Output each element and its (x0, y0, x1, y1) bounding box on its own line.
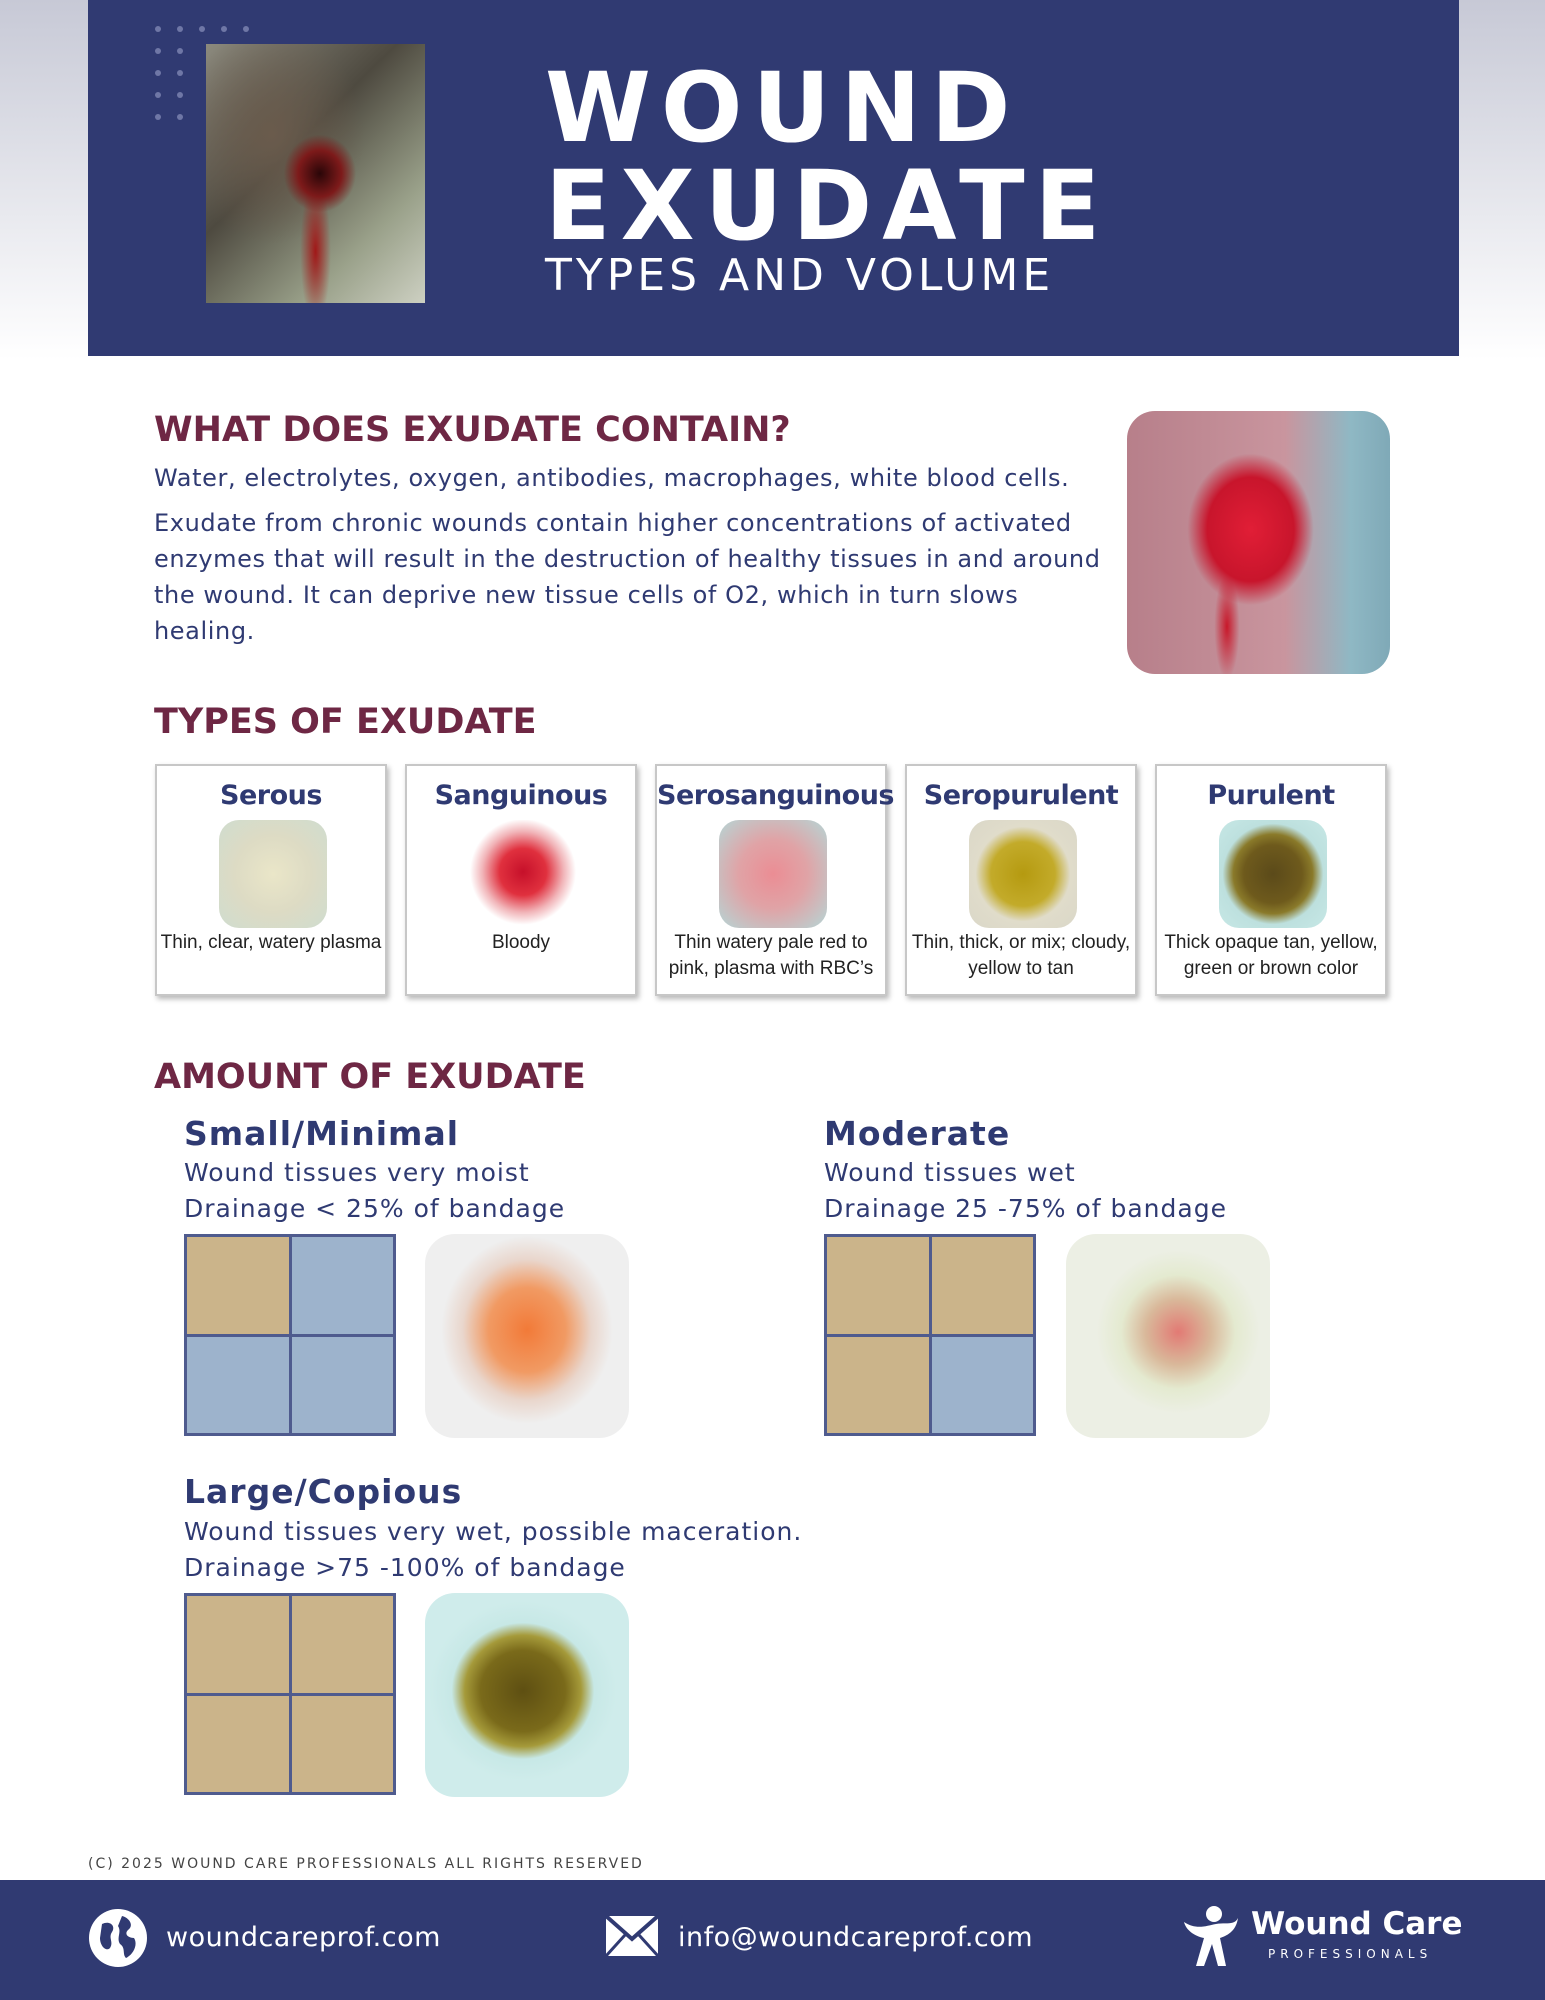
amount-small-title: Small/Minimal (184, 1114, 460, 1153)
chronic-wound-photo (1127, 411, 1390, 674)
amount-large-title: Large/Copious (184, 1472, 463, 1511)
type-card-seropurulent (905, 764, 1137, 996)
seropurulent-photo (969, 820, 1077, 928)
title-line-2: EXUDATE (545, 150, 1111, 262)
envelope-icon (605, 1915, 659, 1957)
purulent-photo (1219, 820, 1327, 928)
bandage-grid-large (184, 1593, 396, 1795)
type-card-serous (155, 764, 387, 996)
type-desc: Thick opaque tan, yellow, green or brown color (1164, 932, 1378, 979)
type-name: Serosanguinous (657, 780, 895, 811)
type-desc: Bloody (491, 932, 551, 953)
amount-moderate-line1: Wound tissues wet (824, 1158, 1076, 1187)
quadrant-empty (932, 1337, 1034, 1434)
brand-subtitle: PROFESSIONALS (1268, 1947, 1433, 1961)
type-desc: Thin, clear, watery plasma (160, 932, 382, 953)
type-name: Serous (220, 780, 322, 811)
amount-heading: AMOUNT OF EXUDATE (154, 1057, 586, 1097)
subtitle: TYPES AND VOLUME (545, 250, 1055, 301)
type-desc: Thin watery pale red to pink, plasma with RBC’s (668, 932, 874, 979)
sanguinous-photo (469, 820, 577, 928)
types-heading: TYPES OF EXUDATE (154, 702, 537, 742)
quadrant-filled (292, 1596, 394, 1693)
quadrant-filled (187, 1237, 289, 1334)
serosanguinous-photo (719, 820, 827, 928)
email-link[interactable]: info@woundcareprof.com (678, 1922, 1034, 1953)
amount-large-line1: Wound tissues very wet, possible maceration. (184, 1517, 803, 1546)
brand-name: Wound Care (1251, 1906, 1463, 1942)
amount-moderate-title: Moderate (824, 1114, 1011, 1153)
moderate-exudate-photo (1066, 1234, 1270, 1438)
website-link[interactable]: woundcareprof.com (166, 1922, 441, 1953)
serous-photo (219, 820, 327, 928)
type-desc: Thin, thick, or mix; cloudy, yellow to tan (911, 932, 1131, 979)
large-exudate-photo (425, 1593, 629, 1797)
quadrant-filled (187, 1696, 289, 1793)
title-line-1: WOUND (545, 52, 1021, 164)
type-card-serosanguinous (655, 764, 895, 996)
type-card-sanguinous (405, 764, 637, 996)
hero-wound-photo (206, 44, 425, 303)
quadrant-filled (932, 1237, 1034, 1334)
quadrant-empty (292, 1237, 394, 1334)
quadrant-empty (187, 1337, 289, 1434)
type-card-purulent (1155, 764, 1387, 996)
contain-heading: WHAT DOES EXUDATE CONTAIN? (154, 410, 791, 450)
type-name: Purulent (1207, 780, 1335, 811)
bandage-grid-small (184, 1234, 396, 1436)
quadrant-filled (827, 1237, 929, 1334)
quadrant-filled (292, 1696, 394, 1793)
type-name: Sanguinous (434, 780, 608, 811)
bandage-grid-moderate (824, 1234, 1036, 1436)
globe-icon (88, 1908, 148, 1968)
contain-paragraph: Exudate from chronic wounds contain higher concentrations of activated enzymes that will result in the destruction of healthy tissues in and around the wound. It can deprive new tissue cells of O2, which in turn slows healing. (154, 509, 1101, 645)
wound-care-logo-icon (1178, 1904, 1242, 1970)
quadrant-filled (187, 1596, 289, 1693)
type-name: Seropurulent (923, 780, 1119, 811)
quadrant-filled (827, 1337, 929, 1434)
quadrant-empty (292, 1337, 394, 1434)
amount-moderate-line2: Drainage 25 -75% of bandage (824, 1194, 1227, 1223)
contain-line: Water, electrolytes, oxygen, antibodies, macrophages, white blood cells. (154, 464, 1070, 492)
amount-small-line1: Wound tissues very moist (184, 1158, 530, 1187)
copyright-notice: (C) 2025 WOUND CARE PROFESSIONALS ALL RIGHTS RESERVED (88, 1856, 644, 1872)
small-exudate-photo (425, 1234, 629, 1438)
amount-small-line2: Drainage < 25% of bandage (184, 1194, 566, 1223)
amount-large-line2: Drainage >75 -100% of bandage (184, 1553, 626, 1582)
